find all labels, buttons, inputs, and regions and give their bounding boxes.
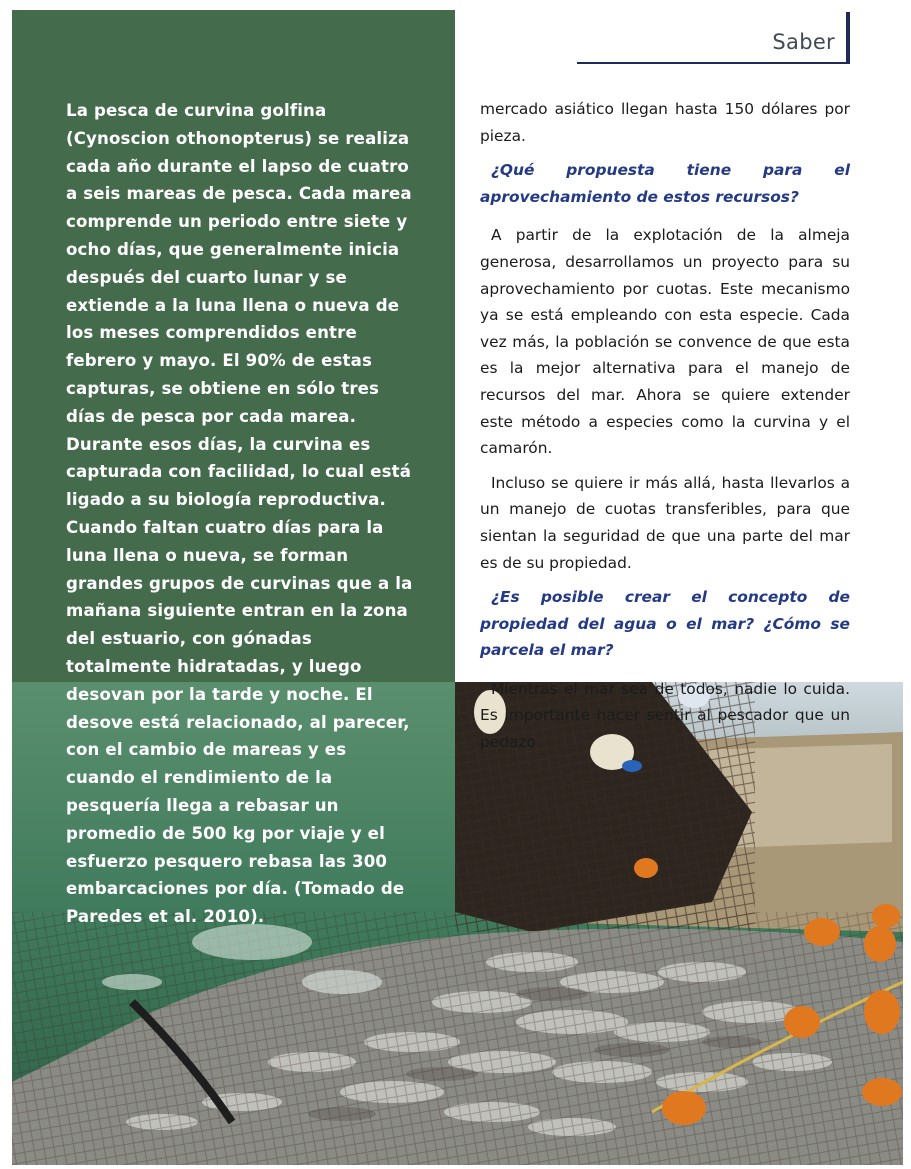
section-title: Saber bbox=[772, 30, 835, 54]
header-rule bbox=[577, 62, 850, 64]
header-accent-bar bbox=[846, 12, 850, 64]
article-column bbox=[480, 96, 850, 764]
question-heading: ¿Es posible crear el concepto de propiedad del agua o el mar? ¿Cómo se parcela el mar? bbox=[480, 588, 850, 660]
paragraph: A partir de la explotación de la almeja generosa, desarrollamos un proyecto para su aprovechamiento por cuotas. Este mecanismo ya se está empleando con esta especie. Cada vez más, la población se convence de que esta es la mejor alternativa para el manejo de recursos del mar. Ahora se quiere extender este método a especies como la curvina y el camarón. bbox=[480, 226, 850, 458]
paragraph: mercado asiático llegan hasta 150 dólares por pieza. bbox=[480, 100, 850, 145]
paragraph: Mientras el mar sea de todos, nadie lo cuida. Es importante hacer sentir al pescador que un pedazo bbox=[480, 679, 850, 752]
paragraph: Incluso se quiere ir más allá, hasta llevarlos a un manejo de cuotas transferibles, para que sientan la seguridad de que una parte del mar es de su propiedad. bbox=[480, 473, 850, 572]
sidebar-text: La pesca de curvina golfina (Cynoscion othonopterus) se realiza cada año durante el lapso de cuatro a seis mareas de pesca. Cada marea comprende un periodo entre siete y ocho días, que generalmente inicia después del cuarto lunar y se extiende a la luna llena o nueva de los meses comprendidos entre febrero y mayo. El 90% de estas capturas, se obtiene en sólo tres días de pesca por cada marea. Durante esos días, la curvina es capturada con facilidad, lo cual está ligado a su biología reproductiva. Cuando faltan cuatro días para la luna llena o nueva, se forman grandes grupos de curvinas que a la mañana siguiente entran en la zona del estuario, con gónadas totalmente hidratadas, y luego desovan por la tarde y noche. El desove está relacionado, al parecer, con el cambio de mareas y es cuando el rendimiento de la pesquería llega a rebasar un promedio de 500 kg por viaje y el esfuerzo pesquero rebasa las 300 embarcaciones por día. (Tomado de Paredes et al. 2010). bbox=[66, 101, 413, 927]
question-heading: ¿Qué propuesta tiene para el aprovechamiento de estos recursos? bbox=[480, 161, 850, 206]
